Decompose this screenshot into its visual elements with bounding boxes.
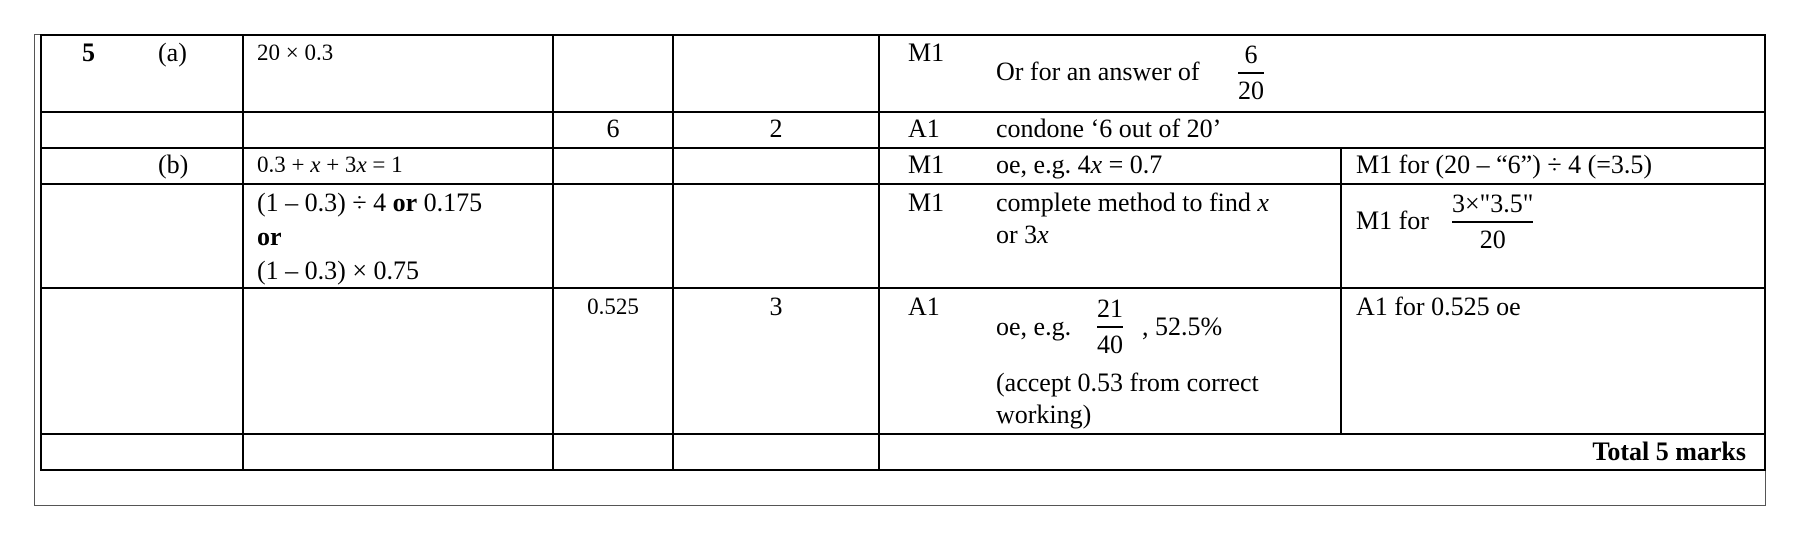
fraction-denominator: 20: [1479, 225, 1506, 254]
answer-cell: 6: [606, 114, 620, 143]
fraction-numerator: 21: [1097, 294, 1123, 323]
fraction-numerator: 3×"3.5": [1452, 189, 1534, 218]
working-cell: (1 – 0.3) × 0.75: [257, 256, 419, 285]
working-cell: 20 × 0.3: [257, 40, 334, 65]
additional-guidance: A1 for 0.525 oe: [1356, 292, 1521, 321]
column-divider: [552, 34, 554, 471]
additional-guidance: M1 for (20 – “6”) ÷ 4 (=3.5): [1356, 150, 1653, 179]
column-divider: [40, 34, 42, 471]
row-divider: [40, 183, 1766, 185]
mark-code: A1: [908, 114, 940, 143]
mark-code: M1: [908, 188, 945, 217]
column-divider: [878, 34, 880, 471]
note-text: , 52.5%: [1142, 312, 1223, 341]
column-divider: [242, 34, 244, 471]
fraction-bar: [1097, 326, 1123, 328]
note-text: oe, e.g.: [996, 312, 1072, 341]
note-text: complete method to find x: [996, 188, 1269, 217]
fraction: [1097, 294, 1123, 360]
total-marks: Total 5 marks: [1592, 437, 1746, 466]
working-cell: 0.3 + x + 3x = 1: [257, 152, 403, 177]
fraction-denominator: 40: [1097, 330, 1123, 359]
working-cell: or: [257, 222, 282, 251]
note-text: working): [996, 400, 1092, 429]
note-text: oe, e.g. 4x = 0.7: [996, 150, 1163, 179]
note-text: Or for an answer of: [996, 57, 1200, 86]
fraction-denominator: 20: [1238, 76, 1264, 105]
row-divider: [40, 433, 1766, 435]
question-number: 5: [82, 38, 95, 67]
column-divider: [672, 34, 674, 471]
table-border-top: [40, 34, 1766, 36]
part-label-b: (b): [158, 150, 189, 179]
row-divider: [40, 147, 1766, 149]
mark-code: M1: [908, 38, 945, 67]
row-divider: [40, 287, 1766, 289]
fraction: [1238, 40, 1264, 106]
fraction-bar: [1238, 72, 1264, 74]
part-label-a: (a): [158, 38, 187, 67]
mark-code: M1: [908, 150, 945, 179]
fraction: [1452, 189, 1533, 255]
working-cell: (1 – 0.3) ÷ 4 or 0.175: [257, 188, 483, 217]
note-text: or 3x: [996, 220, 1049, 249]
row-divider: [40, 111, 1766, 113]
note-text: condone ‘6 out of 20’: [996, 114, 1222, 143]
additional-guidance: M1 for: [1356, 206, 1429, 235]
marks-cell: 3: [769, 292, 783, 321]
fraction-bar: [1452, 221, 1533, 223]
column-divider: [1340, 147, 1342, 287]
marks-cell: 2: [769, 114, 783, 143]
table-border-bottom: [40, 469, 1766, 471]
mark-code: A1: [908, 292, 940, 321]
column-divider: [1340, 289, 1342, 433]
answer-cell: 0.525: [587, 294, 639, 319]
fraction-numerator: 6: [1244, 40, 1258, 69]
table-border-right: [1764, 34, 1766, 471]
note-text: (accept 0.53 from correct: [996, 368, 1259, 397]
